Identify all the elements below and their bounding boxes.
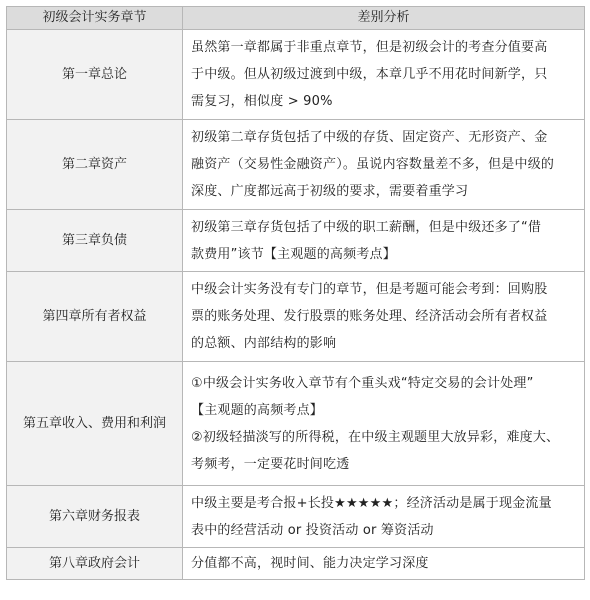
analysis-line: 款费用”该节【主观题的高频考点】 bbox=[191, 246, 396, 262]
analysis-line: 初级第二章存货包括了中级的存货、固定资产、无形资产、金 bbox=[191, 130, 548, 145]
analysis-cell bbox=[183, 120, 585, 210]
chapter-cell: 第三章负债 bbox=[7, 210, 183, 272]
table-row bbox=[7, 210, 585, 272]
analysis-cell bbox=[183, 272, 585, 362]
analysis-line: 初级第三章存货包括了中级的职工薪酬，但是中级还多了“借 bbox=[191, 219, 542, 235]
header-chapter: 初级会计实务章节 bbox=[7, 7, 183, 30]
analysis-line: 融资产（交易性金融资产）。虽说内容数量差不多，但是中级的 bbox=[191, 157, 555, 172]
analysis-line: 表中的经营活动 or 投资活动 or 筹资活动 bbox=[191, 522, 434, 538]
analysis-line: 中级主要是考合报+长投★★★★★；经济活动是属于现金流量 bbox=[191, 495, 552, 511]
analysis-line: ①中级会计实务收入章节有个重头戏“特定交易的会计处理” bbox=[191, 375, 534, 391]
chapter-cell: 第八章政府会计 bbox=[7, 548, 183, 580]
analysis-line: 的总额、内部结构的影响 bbox=[191, 336, 337, 351]
analysis-line: ②初级轻描淡写的所得税，在中级主观题里大放异彩，难度大、 bbox=[191, 429, 560, 445]
chapter-cell: 第五章收入、费用和利润 bbox=[7, 362, 183, 486]
table-row bbox=[7, 548, 585, 580]
analysis-cell bbox=[183, 362, 585, 486]
chapter-cell: 第一章总论 bbox=[7, 30, 183, 120]
analysis-cell bbox=[183, 486, 585, 548]
analysis-line: 考频考，一定要花时间吃透 bbox=[191, 456, 350, 472]
analysis-cell bbox=[183, 30, 585, 120]
analysis-cell bbox=[183, 210, 585, 272]
analysis-cell bbox=[183, 548, 585, 580]
table-row bbox=[7, 30, 585, 120]
header-analysis: 差别分析 bbox=[183, 7, 585, 30]
table-row bbox=[7, 486, 585, 548]
analysis-line: 需复习，相似度 > 90% bbox=[191, 94, 333, 109]
analysis-line: 于中级。但从初级过渡到中级，本章几乎不用花时间新学，只 bbox=[191, 67, 548, 82]
table-header-row bbox=[7, 7, 585, 30]
analysis-line: 深度、广度都远高于初级的要求，需要着重学习 bbox=[191, 184, 469, 199]
analysis-line: 票的账务处理、发行股票的账务处理、经济活动会所有者权益 bbox=[191, 309, 548, 324]
analysis-line: 虽然第一章都属于非重点章节，但是初级会计的考查分值要高 bbox=[191, 40, 548, 55]
comparison-table bbox=[6, 6, 585, 580]
table-row bbox=[7, 120, 585, 210]
table-row bbox=[7, 362, 585, 486]
analysis-line: 中级会计实务没有专门的章节，但是考题可能会考到：回购股 bbox=[191, 282, 548, 297]
chapter-cell: 第二章资产 bbox=[7, 120, 183, 210]
analysis-line: 【主观题的高频考点】 bbox=[191, 402, 324, 418]
analysis-line: 分值都不高，视时间、能力决定学习深度 bbox=[191, 556, 429, 571]
table-row bbox=[7, 272, 585, 362]
chapter-cell: 第六章财务报表 bbox=[7, 486, 183, 548]
chapter-cell: 第四章所有者权益 bbox=[7, 272, 183, 362]
